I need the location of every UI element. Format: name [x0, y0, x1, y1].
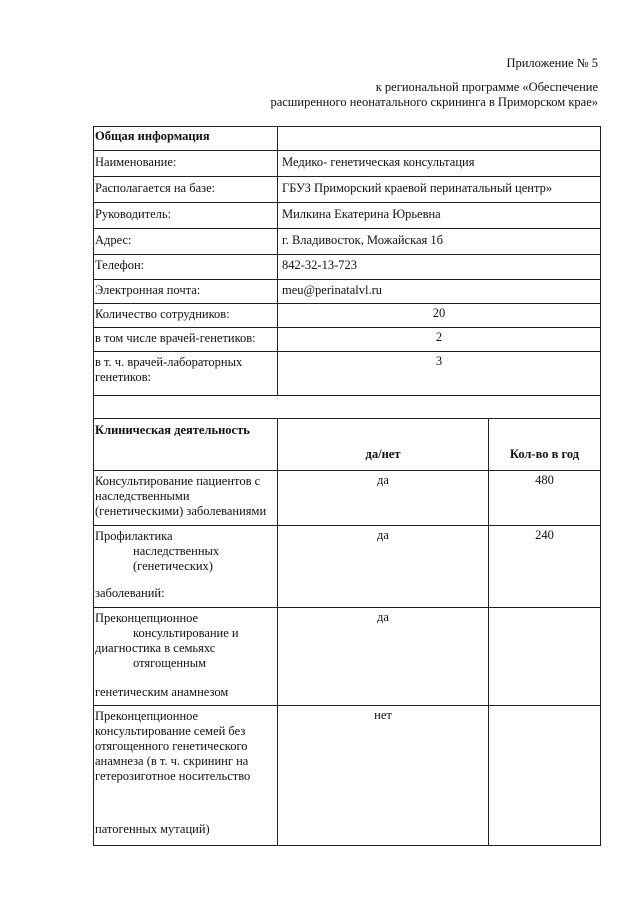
row-label-base: Располагается на базе:: [95, 181, 216, 195]
table-rule: [93, 607, 601, 608]
clinical-row-yesno: да: [377, 528, 389, 542]
clinical-row-label: генетическим анамнезом: [95, 685, 229, 699]
row-value-name: Медико- генетическая консультация: [282, 155, 475, 169]
table-rule: [93, 351, 601, 352]
table-rule: [93, 126, 94, 846]
row-value-staff: 20: [432, 306, 446, 320]
table-rule: [93, 279, 601, 280]
table-rule: [93, 254, 601, 255]
table-rule: [93, 525, 601, 526]
clinical-row-label: заболеваний:: [95, 586, 165, 600]
row-label-staff: Количество сотрудников:: [95, 307, 230, 321]
row-label-name: Наименование:: [95, 155, 177, 169]
clinical-row-yesno: да: [377, 473, 389, 487]
program-line-2: расширенного неонатального скрининга в Приморском крае»: [270, 95, 598, 109]
clinical-row-yesno: да: [377, 610, 389, 624]
clinical-row-count: 240: [535, 528, 554, 542]
table-rule: [600, 126, 601, 846]
table-rule: [93, 176, 601, 177]
table-rule: [93, 395, 601, 396]
table-rule: [93, 327, 601, 328]
table-rule: [93, 202, 601, 203]
row-value-lab-geneticists: 3: [435, 354, 443, 368]
clinical-row-label: патогенных мутаций): [95, 822, 210, 836]
clinical-row-label: Профилактика: [95, 529, 173, 543]
program-line-1: к региональной программе «Обеспечение: [375, 80, 598, 94]
row-value-base: ГБУЗ Приморский краевой перинатальный центр»: [282, 181, 553, 195]
general-heading: Общая информация: [95, 129, 210, 143]
row-value-phone: 842-32-13-723: [282, 258, 357, 272]
appendix-label: Приложение № 5: [506, 56, 598, 70]
table-rule: [93, 705, 601, 706]
clinical-row-label: Преконцепционное консультирование семей без отягощенного генетического анамнеза (в т. ч. скрининг на гетерозиготное носительство: [95, 709, 251, 783]
row-value-geneticists: 2: [435, 330, 443, 344]
table-rule: [93, 418, 601, 419]
row-label-phone: Телефон:: [95, 258, 145, 272]
col-header-yesno: да/нет: [365, 447, 401, 461]
table-rule: [93, 150, 601, 151]
row-label-geneticists: в том числе врачей-генетиков:: [95, 331, 256, 345]
clinical-row-yesno: нет: [374, 708, 392, 722]
clinical-row-label: Консультирование пациентов с наследственными (генетическими) заболеваниями: [95, 474, 267, 518]
table-rule: [93, 126, 601, 127]
row-label-address: Адрес:: [95, 233, 132, 247]
clinical-heading: Клиническая деятельность: [95, 423, 250, 437]
row-label-email: Электронная почта:: [95, 283, 201, 297]
table-rule: [93, 470, 601, 471]
clinical-row-count: 480: [535, 473, 554, 487]
row-label-head: Руководитель:: [95, 207, 172, 221]
row-value-head: Милкина Екатерина Юрьевна: [282, 207, 441, 221]
clinical-row-label: Преконцепционное: [95, 611, 199, 625]
clinical-row-label: консультирование и: [133, 626, 239, 640]
table-rule: [93, 845, 601, 846]
clinical-row-label: отягощенным: [133, 656, 207, 670]
row-value-email: meu@perinatalvl.ru: [282, 283, 383, 297]
clinical-row-label: наследственных (генетических): [133, 544, 220, 573]
table-rule: [93, 228, 601, 229]
row-value-address: г. Владивосток, Можайская 1б: [282, 233, 444, 247]
row-label-lab-geneticists: в т. ч. врачей-лабораторных генетиков:: [95, 355, 243, 384]
col-header-count: Кол-во в год: [509, 447, 580, 461]
clinical-row-label: диагностика в семьяхс: [95, 641, 216, 655]
table-rule: [93, 303, 601, 304]
